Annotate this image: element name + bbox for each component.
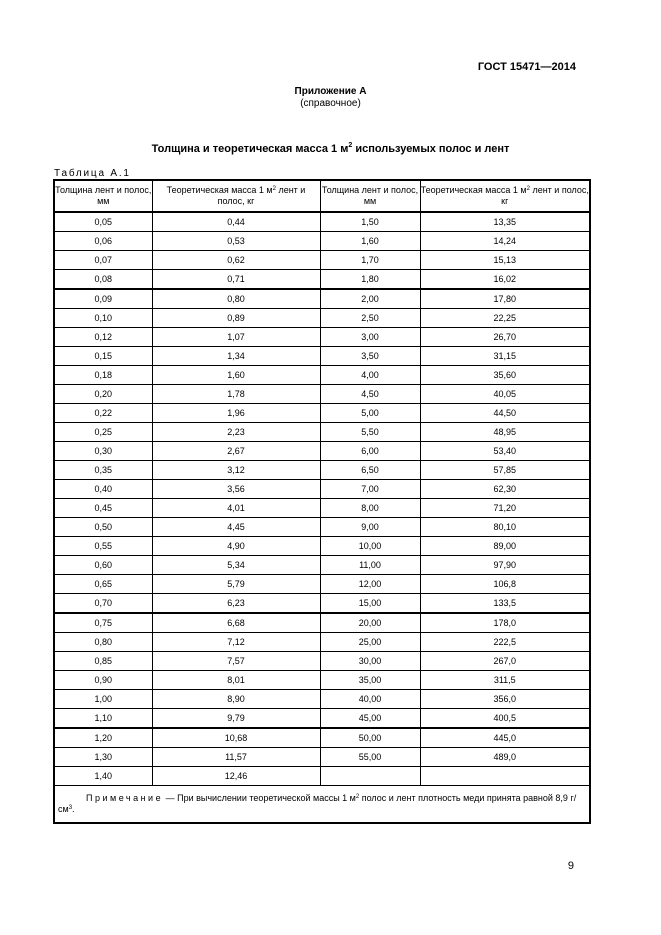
appendix-title: Приложение А xyxy=(294,86,367,97)
table-row xyxy=(54,270,590,290)
cell-mass: 0,53 xyxy=(152,232,320,251)
table-row xyxy=(54,366,590,385)
table-row xyxy=(54,347,590,366)
cell-mass: 133,5 xyxy=(420,594,590,614)
cell-thickness: 0,60 xyxy=(54,556,152,575)
cell-mass: 16,02 xyxy=(420,270,590,290)
table-row xyxy=(54,767,590,786)
table-row xyxy=(54,480,590,499)
cell-thickness: 1,80 xyxy=(320,270,420,290)
table-body xyxy=(54,212,590,786)
appendix-subtitle: (справочное) xyxy=(300,98,361,109)
cell-thickness: 35,00 xyxy=(320,671,420,690)
cell-thickness: 1,70 xyxy=(320,251,420,270)
cell-mass: 222,5 xyxy=(420,633,590,652)
cell-mass: 489,0 xyxy=(420,748,590,767)
table-row xyxy=(54,309,590,328)
note-lead: Примечание xyxy=(86,793,164,803)
cell-mass: 3,56 xyxy=(152,480,320,499)
cell-thickness: 2,00 xyxy=(320,289,420,309)
cell-thickness: 1,60 xyxy=(320,232,420,251)
cell-mass: 6,68 xyxy=(152,613,320,633)
cell-mass: 10,68 xyxy=(152,728,320,748)
cell-thickness: 0,90 xyxy=(54,671,152,690)
cell-mass: 0,62 xyxy=(152,251,320,270)
cell-thickness xyxy=(320,767,420,786)
cell-mass: 97,90 xyxy=(420,556,590,575)
cell-thickness: 0,08 xyxy=(54,270,152,290)
note-superscript-volume: 3 xyxy=(68,805,73,811)
cell-thickness: 6,50 xyxy=(320,461,420,480)
cell-thickness: 11,00 xyxy=(320,556,420,575)
cell-thickness: 0,85 xyxy=(54,652,152,671)
header-thickness-left: Толщина лент и полос, мм xyxy=(54,180,152,212)
table-container xyxy=(53,179,589,824)
table-row xyxy=(54,289,590,309)
cell-thickness: 0,40 xyxy=(54,480,152,499)
table-row xyxy=(54,671,590,690)
page-title-text-end: используемых полос и лент xyxy=(352,143,510,155)
note-superscript-area: 2 xyxy=(355,794,360,800)
cell-mass: 0,44 xyxy=(152,212,320,232)
cell-mass: 5,34 xyxy=(152,556,320,575)
cell-thickness: 40,00 xyxy=(320,690,420,709)
note-text-middle: полос и лент плотность меди принята равной 8,9 г/см xyxy=(58,793,577,814)
header-mass-superscript: 2 xyxy=(526,186,530,192)
table-row xyxy=(54,442,590,461)
cell-thickness: 8,00 xyxy=(320,499,420,518)
cell-thickness: 9,00 xyxy=(320,518,420,537)
cell-mass: 445,0 xyxy=(420,728,590,748)
table-row xyxy=(54,594,590,614)
table-row xyxy=(54,537,590,556)
table-row xyxy=(54,748,590,767)
cell-thickness: 25,00 xyxy=(320,633,420,652)
page-number: 9 xyxy=(567,860,574,872)
cell-mass: 6,23 xyxy=(152,594,320,614)
table-row xyxy=(54,652,590,671)
data-table xyxy=(53,179,591,824)
cell-mass: 15,13 xyxy=(420,251,590,270)
cell-thickness: 12,00 xyxy=(320,575,420,594)
cell-thickness: 0,80 xyxy=(54,633,152,652)
cell-mass: 8,90 xyxy=(152,690,320,709)
cell-mass: 1,78 xyxy=(152,385,320,404)
cell-mass: 80,10 xyxy=(420,518,590,537)
cell-mass: 0,89 xyxy=(152,309,320,328)
table-header-row xyxy=(54,180,590,212)
header-mass-right xyxy=(420,180,590,212)
cell-mass: 4,45 xyxy=(152,518,320,537)
cell-mass: 11,57 xyxy=(152,748,320,767)
cell-thickness: 2,50 xyxy=(320,309,420,328)
cell-thickness: 6,00 xyxy=(320,442,420,461)
cell-mass: 400,5 xyxy=(420,709,590,729)
header-mass-text: Теоретическая масса 1 м xyxy=(420,185,527,195)
table-note-row xyxy=(54,786,590,824)
cell-mass: 1,96 xyxy=(152,404,320,423)
appendix-heading xyxy=(0,86,661,110)
cell-mass: 44,50 xyxy=(420,404,590,423)
table-row xyxy=(54,423,590,442)
header-mass-left xyxy=(152,180,320,212)
cell-thickness: 0,22 xyxy=(54,404,152,423)
cell-thickness: 3,00 xyxy=(320,328,420,347)
table-row xyxy=(54,575,590,594)
cell-thickness: 1,10 xyxy=(54,709,152,729)
table-row xyxy=(54,690,590,709)
cell-thickness: 1,40 xyxy=(54,767,152,786)
cell-mass: 7,12 xyxy=(152,633,320,652)
cell-mass: 1,34 xyxy=(152,347,320,366)
table-row xyxy=(54,404,590,423)
cell-mass: 7,57 xyxy=(152,652,320,671)
cell-mass: 89,00 xyxy=(420,537,590,556)
cell-thickness: 0,70 xyxy=(54,594,152,614)
page-title xyxy=(0,143,661,155)
table-row xyxy=(54,232,590,251)
cell-thickness: 0,45 xyxy=(54,499,152,518)
cell-mass: 3,12 xyxy=(152,461,320,480)
table-row xyxy=(54,328,590,347)
cell-thickness: 0,06 xyxy=(54,232,152,251)
cell-mass: 62,30 xyxy=(420,480,590,499)
cell-thickness: 5,00 xyxy=(320,404,420,423)
note-text: — При вычислении теоретической массы 1 м xyxy=(163,793,356,803)
table-label: Таблица А.1 xyxy=(54,168,131,179)
cell-thickness: 0,12 xyxy=(54,328,152,347)
cell-thickness: 45,00 xyxy=(320,709,420,729)
cell-thickness: 55,00 xyxy=(320,748,420,767)
cell-mass: 53,40 xyxy=(420,442,590,461)
cell-mass: 178,0 xyxy=(420,613,590,633)
table-note xyxy=(54,786,590,824)
header-thickness-right: Толщина лент и полос, мм xyxy=(320,180,420,212)
cell-mass: 8,01 xyxy=(152,671,320,690)
header-mass-superscript: 2 xyxy=(272,186,276,192)
cell-thickness: 0,10 xyxy=(54,309,152,328)
header-mass-text: Теоретическая масса 1 м xyxy=(166,185,273,195)
cell-mass: 106,8 xyxy=(420,575,590,594)
cell-mass: 17,80 xyxy=(420,289,590,309)
cell-thickness: 0,15 xyxy=(54,347,152,366)
cell-thickness: 0,20 xyxy=(54,385,152,404)
cell-mass: 12,46 xyxy=(152,767,320,786)
cell-mass: 4,90 xyxy=(152,537,320,556)
table-row xyxy=(54,461,590,480)
cell-mass: 35,60 xyxy=(420,366,590,385)
cell-thickness: 0,50 xyxy=(54,518,152,537)
cell-thickness: 7,00 xyxy=(320,480,420,499)
cell-thickness: 1,30 xyxy=(54,748,152,767)
cell-thickness: 4,50 xyxy=(320,385,420,404)
cell-thickness: 10,00 xyxy=(320,537,420,556)
cell-thickness: 0,55 xyxy=(54,537,152,556)
table-row xyxy=(54,709,590,729)
cell-mass: 356,0 xyxy=(420,690,590,709)
cell-thickness: 0,05 xyxy=(54,212,152,232)
cell-mass: 267,0 xyxy=(420,652,590,671)
cell-thickness: 15,00 xyxy=(320,594,420,614)
cell-mass: 14,24 xyxy=(420,232,590,251)
cell-mass: 4,01 xyxy=(152,499,320,518)
cell-thickness: 0,30 xyxy=(54,442,152,461)
cell-mass: 0,80 xyxy=(152,289,320,309)
cell-mass: 2,23 xyxy=(152,423,320,442)
table-row xyxy=(54,728,590,748)
cell-mass: 13,35 xyxy=(420,212,590,232)
cell-mass xyxy=(420,767,590,786)
cell-mass: 311,5 xyxy=(420,671,590,690)
cell-thickness: 3,50 xyxy=(320,347,420,366)
cell-mass: 31,15 xyxy=(420,347,590,366)
cell-mass: 0,71 xyxy=(152,270,320,290)
cell-thickness: 20,00 xyxy=(320,613,420,633)
cell-thickness: 1,00 xyxy=(54,690,152,709)
cell-thickness: 1,20 xyxy=(54,728,152,748)
cell-thickness: 0,65 xyxy=(54,575,152,594)
cell-thickness: 50,00 xyxy=(320,728,420,748)
cell-thickness: 1,50 xyxy=(320,212,420,232)
cell-mass: 57,85 xyxy=(420,461,590,480)
cell-thickness: 0,35 xyxy=(54,461,152,480)
cell-mass: 1,60 xyxy=(152,366,320,385)
cell-thickness: 30,00 xyxy=(320,652,420,671)
table-row xyxy=(54,251,590,270)
cell-mass: 48,95 xyxy=(420,423,590,442)
page-title-superscript: 2 xyxy=(348,142,353,149)
cell-mass: 9,79 xyxy=(152,709,320,729)
table-row xyxy=(54,518,590,537)
cell-mass: 2,67 xyxy=(152,442,320,461)
table-row xyxy=(54,212,590,232)
cell-thickness: 0,18 xyxy=(54,366,152,385)
table-row xyxy=(54,385,590,404)
cell-thickness: 0,09 xyxy=(54,289,152,309)
table-row xyxy=(54,613,590,633)
cell-mass: 40,05 xyxy=(420,385,590,404)
cell-thickness: 0,25 xyxy=(54,423,152,442)
cell-thickness: 0,07 xyxy=(54,251,152,270)
standard-number: ГОСТ 15471—2014 xyxy=(477,61,576,73)
cell-mass: 71,20 xyxy=(420,499,590,518)
table-row xyxy=(54,633,590,652)
cell-mass: 22,25 xyxy=(420,309,590,328)
header-mass-text-end: лент и полос, кг xyxy=(217,185,306,206)
cell-thickness: 0,75 xyxy=(54,613,152,633)
header-mass-text-end: лент и полос, кг xyxy=(501,185,589,206)
cell-mass: 5,79 xyxy=(152,575,320,594)
cell-mass: 1,07 xyxy=(152,328,320,347)
page-title-text: Толщина и теоретическая масса 1 м xyxy=(151,143,349,155)
table-row xyxy=(54,556,590,575)
cell-mass: 26,70 xyxy=(420,328,590,347)
cell-thickness: 4,00 xyxy=(320,366,420,385)
cell-thickness: 5,50 xyxy=(320,423,420,442)
note-text-end: . xyxy=(72,804,75,814)
table-row xyxy=(54,499,590,518)
